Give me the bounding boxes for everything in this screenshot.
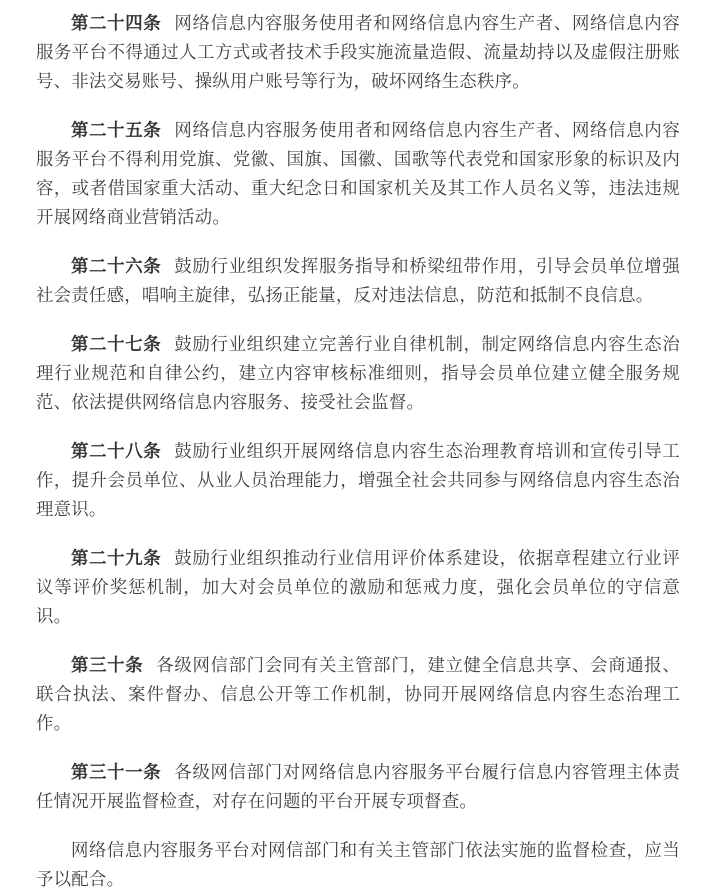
article-number: 第三十一条 bbox=[71, 763, 162, 783]
closing-paragraph: 网络信息内容服务平台对网信部门和有关主管部门依法实施的监督检查，应当予以配合。 bbox=[36, 841, 680, 890]
article-text: 各级网信部门会同有关主管部门，建立健全信息共享、会商通报、联合执法、案件督办、信息公开等工作机制，协同开展网络信息内容生态治理工作。 bbox=[36, 656, 680, 734]
article-29 bbox=[36, 545, 680, 632]
article-number: 第二十六条 bbox=[71, 257, 162, 277]
article-text: 鼓励行业组织发挥服务指导和桥梁纽带作用，引导会员单位增强社会责任感，唱响主旋律，弘扬正能量，反对违法信息，防范和抵制不良信息。 bbox=[36, 257, 680, 306]
article-text: 网络信息内容服务使用者和网络信息内容生产者、网络信息内容服务平台不得利用党旗、党徽、国旗、国徽、国歌等代表党和国家形象的标识及内容，或者借国家重大活动、重大纪念日和国家机关及其工作人员名义等，违法违规开展网络商业营销活动。 bbox=[36, 121, 680, 228]
article-number: 第二十八条 bbox=[71, 442, 162, 462]
article-text: 鼓励行业组织开展网络信息内容生态治理教育培训和宣传引导工作，提升会员单位、从业人员治理能力，增强全社会共同参与网络信息内容生态治理意识。 bbox=[36, 442, 680, 520]
article-number: 第二十五条 bbox=[71, 121, 162, 141]
article-30 bbox=[36, 652, 680, 739]
article-26 bbox=[36, 253, 680, 311]
article-31 bbox=[36, 759, 680, 817]
article-text: 鼓励行业组织推动行业信用评价体系建设，依据章程建立行业评议等评价奖惩机制，加大对会员单位的激励和惩戒力度，强化会员单位的守信意识。 bbox=[36, 549, 680, 627]
article-text: 网络信息内容服务使用者和网络信息内容生产者、网络信息内容服务平台不得通过人工方式或者技术手段实施流量造假、流量劫持以及虚假注册账号、非法交易账号、操纵用户账号等行为，破坏网络生态秩序。 bbox=[36, 14, 680, 92]
article-number: 第三十条 bbox=[71, 656, 144, 676]
article-28 bbox=[36, 438, 680, 525]
article-number: 第二十七条 bbox=[71, 335, 162, 355]
article-24 bbox=[36, 10, 680, 97]
article-text: 各级网信部门对网络信息内容服务平台履行信息内容管理主体责任情况开展监督检查，对存在问题的平台开展专项督查。 bbox=[36, 763, 680, 812]
article-number: 第二十九条 bbox=[71, 549, 162, 569]
article-text: 鼓励行业组织建立完善行业自律机制，制定网络信息内容生态治理行业规范和自律公约，建立内容审核标准细则，指导会员单位建立健全服务规范、依法提供网络信息内容服务、接受社会监督。 bbox=[36, 335, 680, 413]
article-27 bbox=[36, 331, 680, 418]
article-25 bbox=[36, 117, 680, 233]
article-number: 第二十四条 bbox=[71, 14, 162, 34]
